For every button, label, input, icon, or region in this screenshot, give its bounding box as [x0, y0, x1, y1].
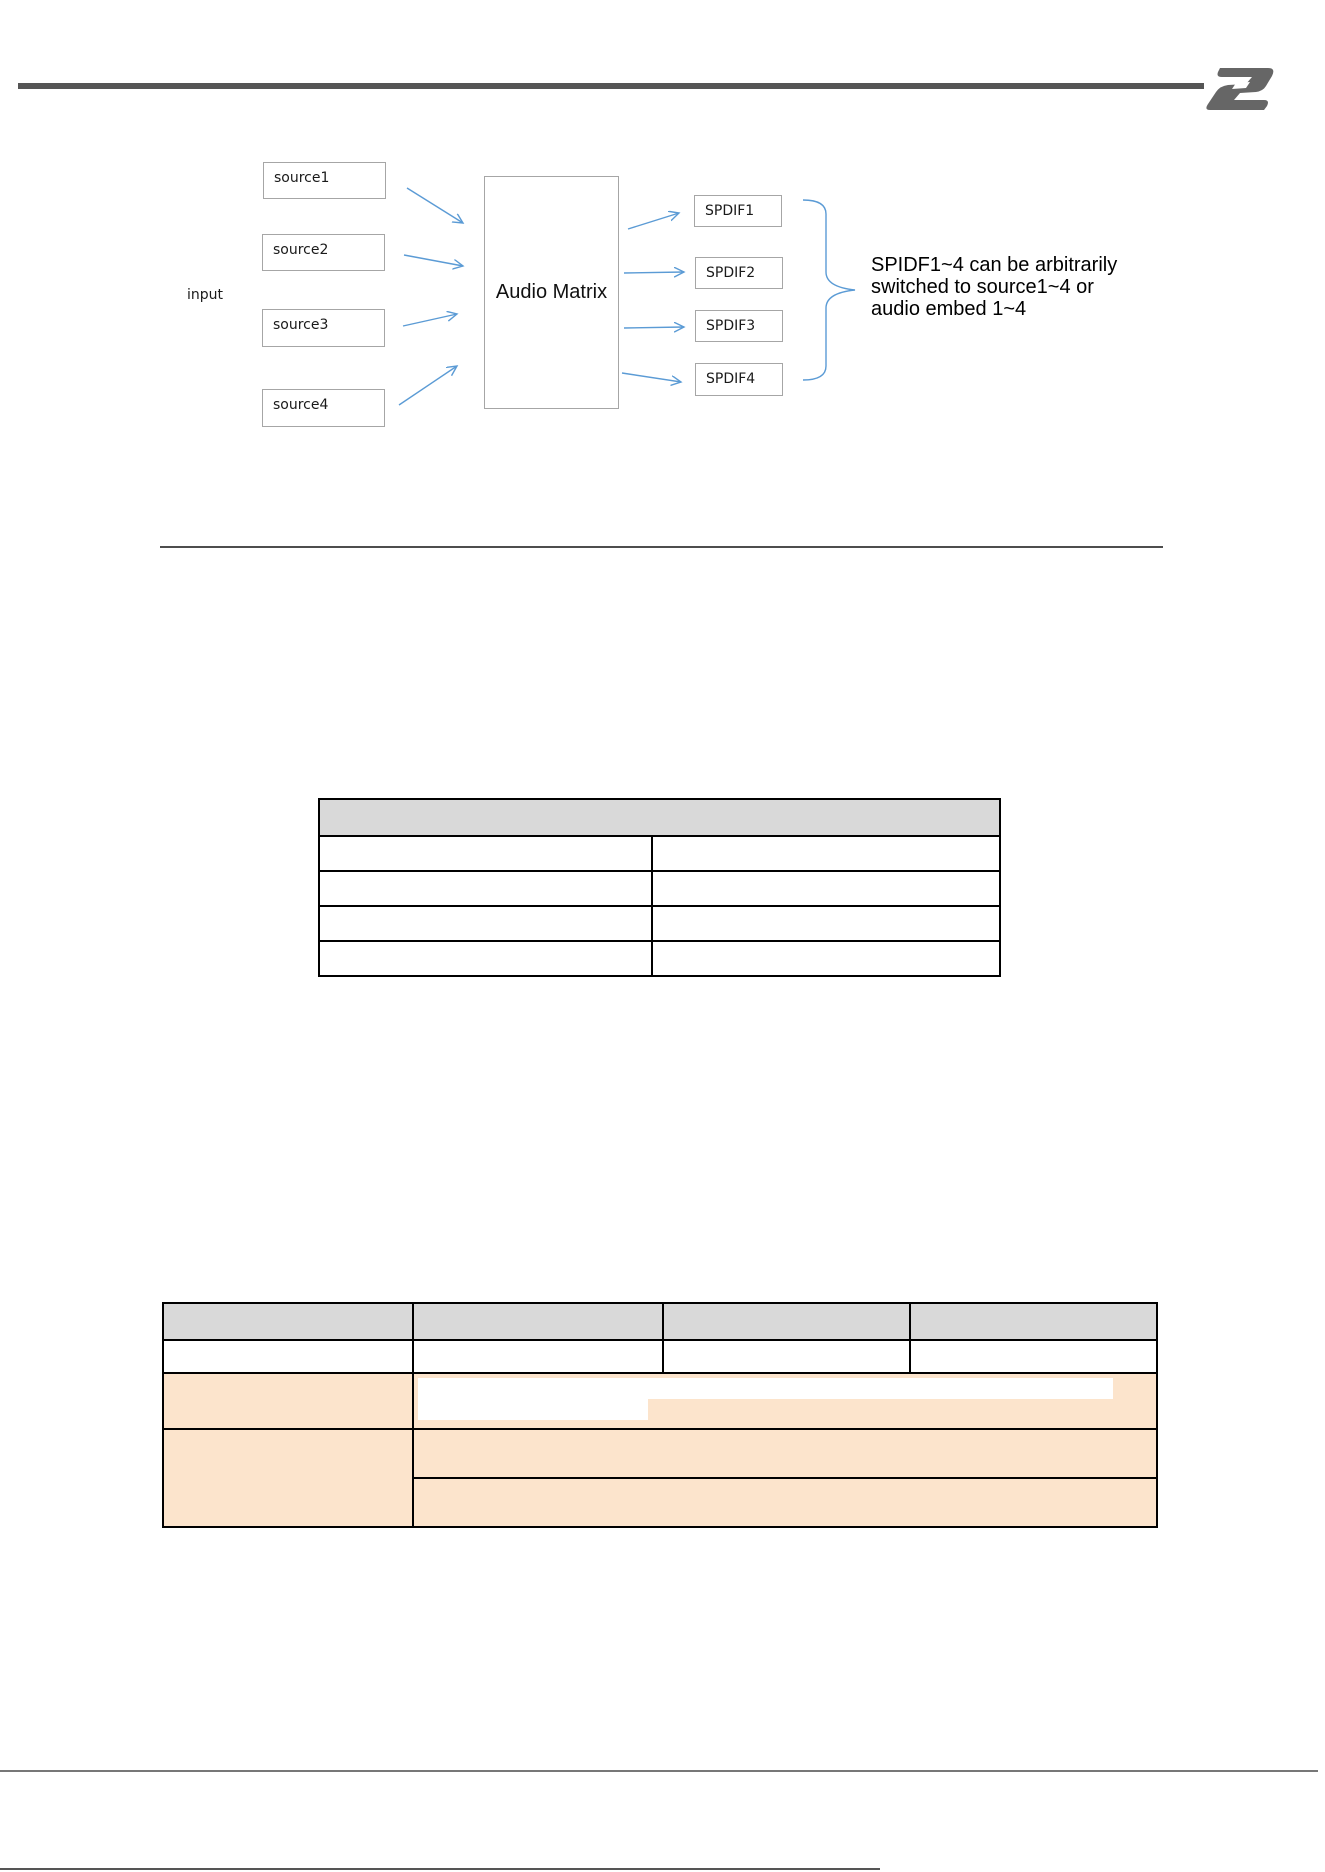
routing-note-line: switched to source1~4 or — [871, 276, 1094, 298]
table-row — [163, 1373, 1157, 1429]
spdif3-box: SPDIF3 — [695, 310, 783, 342]
routing-note-line: SPIDF1~4 can be arbitrarily — [871, 254, 1118, 276]
footer-rule — [0, 1770, 1318, 1772]
source2-box: source2 — [262, 234, 385, 271]
spdif4-box: SPDIF4 — [695, 363, 783, 396]
arrow-source1 — [407, 188, 463, 223]
table-cell — [319, 906, 652, 941]
spdif2-box: SPDIF2 — [695, 257, 783, 289]
table-one-header-cell — [319, 799, 1000, 836]
source1-box: source1 — [263, 162, 386, 199]
table-cell — [163, 1429, 413, 1527]
blank-text-strip — [418, 1399, 648, 1420]
arrow-spdif1 — [628, 213, 679, 229]
routing-note-line: audio embed 1~4 — [871, 298, 1027, 320]
table-cell — [652, 871, 1000, 906]
table-cell — [652, 906, 1000, 941]
table-row — [163, 1429, 1157, 1478]
table-cell — [652, 941, 1000, 976]
table-cell — [319, 871, 652, 906]
table-cell — [319, 941, 652, 976]
arrow-spdif4 — [622, 373, 681, 382]
table-row — [163, 1340, 1157, 1373]
table-cell — [413, 1340, 663, 1373]
arrow-source2 — [404, 255, 463, 266]
audio-matrix-box: Audio Matrix — [484, 176, 619, 409]
section-divider — [160, 546, 1163, 548]
table-cell — [319, 836, 652, 871]
diagram-arrows — [0, 0, 1325, 460]
table-cell — [163, 1373, 413, 1429]
table-two — [162, 1302, 1158, 1528]
table-header-cell — [163, 1303, 413, 1340]
table-row — [319, 906, 1000, 941]
arrow-spdif3 — [624, 327, 684, 328]
input-label: input — [187, 287, 224, 303]
table-cell — [413, 1373, 1157, 1429]
arrow-source4 — [399, 366, 457, 405]
table-header-cell — [663, 1303, 910, 1340]
table-cell — [663, 1340, 910, 1373]
table-one-header-row — [319, 799, 1000, 836]
bottom-rule — [0, 1868, 880, 1870]
table-one — [318, 798, 1001, 977]
table-cell — [413, 1429, 1157, 1478]
table-cell — [413, 1478, 1157, 1527]
arrow-spdif2 — [624, 272, 684, 273]
arrow-source3 — [403, 314, 457, 326]
table-row — [319, 871, 1000, 906]
blank-text-strip — [418, 1378, 1113, 1399]
source3-box: source3 — [262, 309, 385, 347]
output-brace — [803, 200, 855, 380]
table-two-header-row — [163, 1303, 1157, 1340]
table-row — [319, 941, 1000, 976]
table-header-cell — [910, 1303, 1157, 1340]
table-cell — [910, 1340, 1157, 1373]
table-header-cell — [413, 1303, 663, 1340]
table-cell — [652, 836, 1000, 871]
routing-note — [871, 254, 1201, 320]
source4-box: source4 — [262, 389, 385, 427]
audio-matrix-diagram — [0, 0, 1325, 460]
table-row — [319, 836, 1000, 871]
table-cell — [163, 1340, 413, 1373]
spdif1-box: SPDIF1 — [694, 195, 782, 227]
